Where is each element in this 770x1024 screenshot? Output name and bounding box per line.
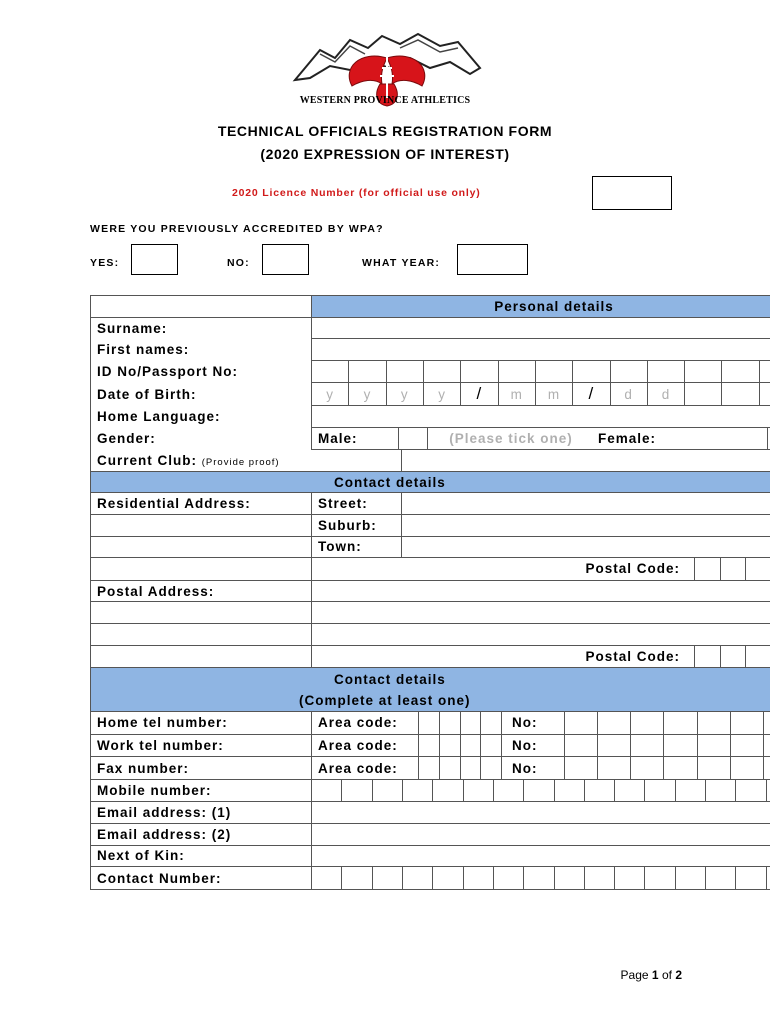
- work-tel-label: Work tel number:: [91, 734, 312, 757]
- table-row: [91, 824, 770, 846]
- table-row: [91, 536, 770, 558]
- table-row: [91, 867, 770, 890]
- yes-checkbox[interactable]: [131, 244, 178, 275]
- dob-extra-cell[interactable]: [684, 383, 721, 405]
- table-row: [91, 734, 770, 757]
- number-grid[interactable]: [564, 712, 770, 734]
- dob-digit-cell[interactable]: y: [348, 383, 385, 405]
- area-code-grid[interactable]: [418, 712, 502, 734]
- fax-row: [312, 757, 770, 780]
- table-row: [91, 427, 770, 450]
- postal-address-line[interactable]: [91, 645, 312, 668]
- dob-digit-cell[interactable]: y: [423, 383, 460, 405]
- fax-label: Fax number:: [91, 757, 312, 780]
- home-tel-row: [312, 712, 770, 735]
- personal-details-heading: Personal details: [312, 296, 770, 318]
- suburb-label: Suburb:: [312, 514, 402, 536]
- table-row: [91, 493, 770, 515]
- phones-heading-line1: Contact details: [334, 671, 446, 687]
- postal-code-label: Postal Code:: [585, 561, 681, 577]
- phones-heading: [91, 668, 770, 712]
- table-row: [91, 405, 770, 427]
- table-row: [91, 383, 770, 406]
- dob-digit-cell[interactable]: d: [610, 383, 647, 405]
- registration-table: [90, 295, 770, 890]
- postal-address-input[interactable]: [312, 602, 770, 624]
- gender-row: [312, 427, 770, 450]
- current-club-cell: [91, 450, 402, 472]
- email2-input[interactable]: [312, 824, 770, 846]
- tick-hint: (Please tick one): [449, 430, 573, 446]
- email1-label: Email address: (1): [91, 802, 312, 824]
- dob-extra-cell[interactable]: [721, 383, 758, 405]
- dob-digit-cell[interactable]: m: [498, 383, 535, 405]
- female-label: Female:: [598, 430, 657, 446]
- work-tel-row: [312, 734, 770, 757]
- phones-heading-line2: (Complete at least one): [299, 692, 471, 708]
- number-grid[interactable]: [564, 757, 770, 779]
- table-row: [91, 645, 770, 668]
- number-label: No:: [512, 737, 538, 753]
- postal-address-input[interactable]: [312, 580, 770, 602]
- table-row: [91, 317, 770, 339]
- dob-digit-cell[interactable]: m: [535, 383, 572, 405]
- mobile-label: Mobile number:: [91, 779, 312, 802]
- licence-label: 2020 Licence Number (for official use only): [232, 187, 481, 199]
- area-code-label: Area code:: [318, 737, 398, 753]
- accreditation-question: WERE YOU PREVIOUSLY ACCREDITED BY WPA?: [90, 223, 384, 235]
- postal-code-grid[interactable]: [694, 646, 770, 668]
- dob-digit-cell[interactable]: y: [326, 386, 335, 402]
- table-row: [91, 779, 770, 802]
- male-label: Male:: [318, 430, 358, 446]
- year-label: WHAT YEAR:: [362, 257, 441, 269]
- next-of-kin-input[interactable]: [312, 845, 770, 867]
- table-row: [91, 845, 770, 867]
- yes-label: YES:: [90, 257, 120, 269]
- residential-address-line[interactable]: [91, 514, 312, 536]
- surname-label: Surname:: [91, 317, 312, 339]
- current-club-label: Current Club:: [97, 452, 197, 468]
- postal-address-line[interactable]: [91, 623, 312, 645]
- gender-label: Gender:: [91, 427, 312, 450]
- next-of-kin-label: Next of Kin:: [91, 845, 312, 867]
- table-row: [91, 712, 770, 735]
- contact-details-heading: Contact details: [91, 471, 770, 493]
- area-code-label: Area code:: [318, 760, 398, 776]
- male-checkbox[interactable]: [398, 428, 428, 450]
- number-label: No:: [512, 760, 538, 776]
- residential-address-line[interactable]: [91, 536, 312, 558]
- form-title: TECHNICAL OFFICIALS REGISTRATION FORM: [217, 123, 553, 139]
- postal-code-label: Postal Code:: [585, 648, 681, 664]
- suburb-input[interactable]: [402, 514, 770, 536]
- dob-digit-cell[interactable]: y: [386, 383, 423, 405]
- id-passport-label: ID No/Passport No:: [91, 360, 312, 383]
- table-row: [91, 802, 770, 824]
- home-language-label: Home Language:: [91, 405, 312, 427]
- table-row: [91, 558, 770, 581]
- residential-postal-code-row: [312, 558, 770, 581]
- town-label: Town:: [312, 536, 402, 558]
- surname-input[interactable]: [312, 317, 770, 339]
- current-club-note: (Provide proof): [201, 456, 280, 468]
- contact-header-row: [91, 471, 770, 493]
- contact-number-grid[interactable]: [312, 867, 770, 890]
- area-code-label: Area code:: [318, 715, 398, 731]
- table-row: [91, 339, 770, 361]
- postal-address-label: Postal Address:: [91, 580, 312, 602]
- street-label: Street:: [312, 493, 402, 515]
- dob-grid[interactable]: [312, 383, 770, 406]
- dob-extra-cell[interactable]: [759, 383, 770, 405]
- id-passport-grid[interactable]: [312, 360, 770, 383]
- home-tel-label: Home tel number:: [91, 712, 312, 735]
- form-subtitle: (2020 EXPRESSION OF INTEREST): [260, 146, 510, 162]
- area-code-grid[interactable]: [418, 757, 502, 779]
- residential-address-line[interactable]: [91, 558, 312, 581]
- org-name: WESTERN PROVINCE ATHLETICS: [299, 95, 471, 106]
- number-grid[interactable]: [564, 735, 770, 757]
- year-field[interactable]: [457, 244, 528, 275]
- phones-header-row: [91, 668, 770, 712]
- page-number: Page 1 of 2: [620, 968, 682, 982]
- no-label: NO:: [227, 257, 250, 269]
- email2-label: Email address: (2): [91, 824, 312, 846]
- dob-digit-cell[interactable]: d: [647, 383, 684, 405]
- area-code-grid[interactable]: [418, 735, 502, 757]
- table-row: [91, 360, 770, 383]
- home-language-input[interactable]: [312, 405, 770, 427]
- dob-label: Date of Birth:: [91, 383, 312, 406]
- number-label: No:: [512, 715, 538, 731]
- first-names-input[interactable]: [312, 339, 770, 361]
- postal-code-grid[interactable]: [694, 558, 770, 580]
- postal-address-line[interactable]: [91, 602, 312, 624]
- table-row: [91, 757, 770, 780]
- email1-input[interactable]: [312, 802, 770, 824]
- first-names-label: First names:: [91, 339, 312, 361]
- current-club-input[interactable]: [402, 450, 770, 472]
- personal-header-row: [91, 296, 770, 318]
- town-input[interactable]: [402, 536, 770, 558]
- residential-address-label: Residential Address:: [91, 493, 312, 515]
- contact-number-label: Contact Number:: [91, 867, 312, 890]
- table-row: [91, 450, 770, 472]
- table-row: [91, 580, 770, 602]
- dob-separator: /: [460, 383, 497, 405]
- postal-postal-code-row: [312, 645, 770, 668]
- street-input[interactable]: [402, 493, 770, 515]
- table-row: [91, 514, 770, 536]
- mobile-grid[interactable]: [312, 779, 770, 802]
- licence-number-box[interactable]: [592, 176, 672, 210]
- table-row: [91, 602, 770, 624]
- no-checkbox[interactable]: [262, 244, 309, 275]
- postal-address-input[interactable]: [312, 623, 770, 645]
- table-row: [91, 623, 770, 645]
- dob-separator: /: [572, 383, 609, 405]
